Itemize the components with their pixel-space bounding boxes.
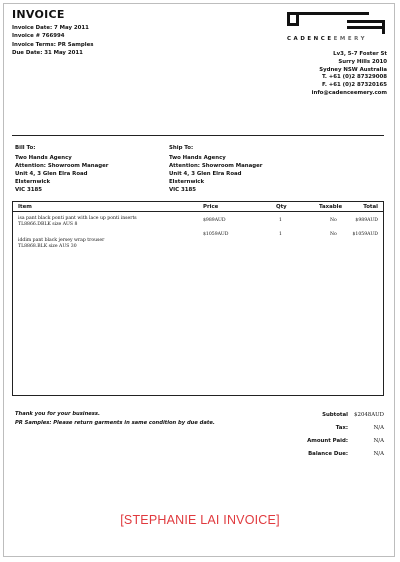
invoice-terms: Invoice Terms: PR Samples bbox=[12, 41, 94, 48]
thanks-note: Thank you for your business. bbox=[15, 411, 100, 417]
items-table-header bbox=[13, 202, 383, 212]
company-address-line: Surry Hills 2010 bbox=[338, 58, 387, 65]
item-sku: TL8866.DBLK size AUS 8 bbox=[18, 221, 78, 227]
logo-text-light: EMERY bbox=[333, 36, 368, 42]
column-header-taxable: Taxable bbox=[319, 204, 343, 210]
ship-to-line: Two Hands Agency bbox=[169, 155, 226, 162]
items-table bbox=[12, 201, 384, 396]
pr-samples-note: PR Samples: Please return garments in same condition by due date. bbox=[15, 420, 215, 427]
column-header-item: Item bbox=[18, 204, 32, 210]
item-description bbox=[18, 216, 137, 227]
bill-to-line: Unit 4, 3 Glen Elra Road bbox=[15, 171, 88, 178]
item-name: iddim pant black jersey wrap trouser bbox=[18, 238, 105, 243]
footer-caption: [STEPHANIE LAI INVOICE] bbox=[120, 513, 280, 527]
invoice-number: Invoice # 766994 bbox=[12, 33, 65, 40]
amount-paid-value: N/A bbox=[373, 438, 384, 444]
tax-label: Tax: bbox=[335, 425, 348, 431]
invoice-meta bbox=[12, 24, 93, 58]
company-email: info@cadenceemery.com bbox=[311, 89, 387, 96]
ship-to-line: Elsternwick bbox=[169, 179, 205, 186]
item-name: isa pant black ponti pant with lace up ponti inserts bbox=[18, 216, 137, 221]
item-price: $989AUD bbox=[203, 218, 226, 223]
bill-to-line: Attention: Showroom Manager bbox=[15, 163, 109, 170]
ship-to-heading: Ship To: bbox=[169, 145, 194, 151]
item-price: $1059AUD bbox=[203, 232, 229, 237]
item-description bbox=[18, 238, 104, 249]
amount-paid-label: Amount Paid: bbox=[307, 438, 348, 444]
item-qty: 1 bbox=[279, 218, 282, 223]
ship-to-line: Unit 4, 3 Glen Elra Road bbox=[169, 171, 242, 178]
item-total: $1059AUD bbox=[352, 232, 378, 237]
company-fax: F. +61 (0)2 87320165 bbox=[321, 82, 387, 89]
balance-due-label: Balance Due: bbox=[308, 451, 348, 457]
ship-to-block bbox=[169, 144, 262, 195]
logo-text-dark: CADENCE bbox=[287, 36, 334, 42]
tax-value: N/A bbox=[373, 425, 384, 431]
item-taxable: No bbox=[330, 218, 337, 223]
header-divider bbox=[12, 135, 384, 136]
logo-wordmark bbox=[287, 36, 385, 42]
company-address-line: Sydney NSW Australia bbox=[319, 66, 387, 73]
totals-values bbox=[352, 409, 384, 461]
item-taxable: No bbox=[330, 232, 337, 237]
invoice-due-date: Due Date: 31 May 2011 bbox=[12, 50, 83, 57]
invoice-date: Invoice Date: 7 May 2011 bbox=[12, 25, 89, 31]
column-header-total: Total bbox=[363, 204, 378, 210]
item-sku: TL8868.BLK size AUS 30 bbox=[18, 243, 77, 249]
logo-mark-icon bbox=[287, 12, 385, 34]
company-logo bbox=[287, 12, 385, 44]
bill-to-block bbox=[15, 144, 108, 195]
ship-to-line: Attention: Showroom Manager bbox=[169, 163, 263, 170]
company-address-line: Lv3, 5-7 Foster St bbox=[333, 51, 387, 57]
balance-due-value: N/A bbox=[373, 451, 384, 457]
subtotal-value: $2048AUD bbox=[354, 412, 384, 418]
invoice-notes bbox=[15, 410, 215, 429]
item-total: $989AUD bbox=[355, 218, 378, 223]
item-qty: 1 bbox=[279, 232, 282, 237]
ship-to-line: VIC 3185 bbox=[169, 187, 197, 194]
bill-to-line: VIC 3185 bbox=[15, 187, 43, 194]
column-header-qty: Qty bbox=[276, 204, 287, 210]
totals-labels bbox=[288, 409, 348, 461]
company-phone: T. +61 (0)2 87329008 bbox=[322, 74, 387, 81]
bill-to-line: Two Hands Agency bbox=[15, 155, 72, 162]
column-header-price: Price bbox=[203, 204, 219, 210]
bill-to-heading: Bill To: bbox=[15, 145, 36, 151]
bill-to-line: Elsternwick bbox=[15, 179, 51, 186]
subtotal-label: Subtotal bbox=[322, 412, 348, 418]
company-address bbox=[312, 51, 387, 98]
invoice-title: INVOICE bbox=[12, 8, 65, 21]
